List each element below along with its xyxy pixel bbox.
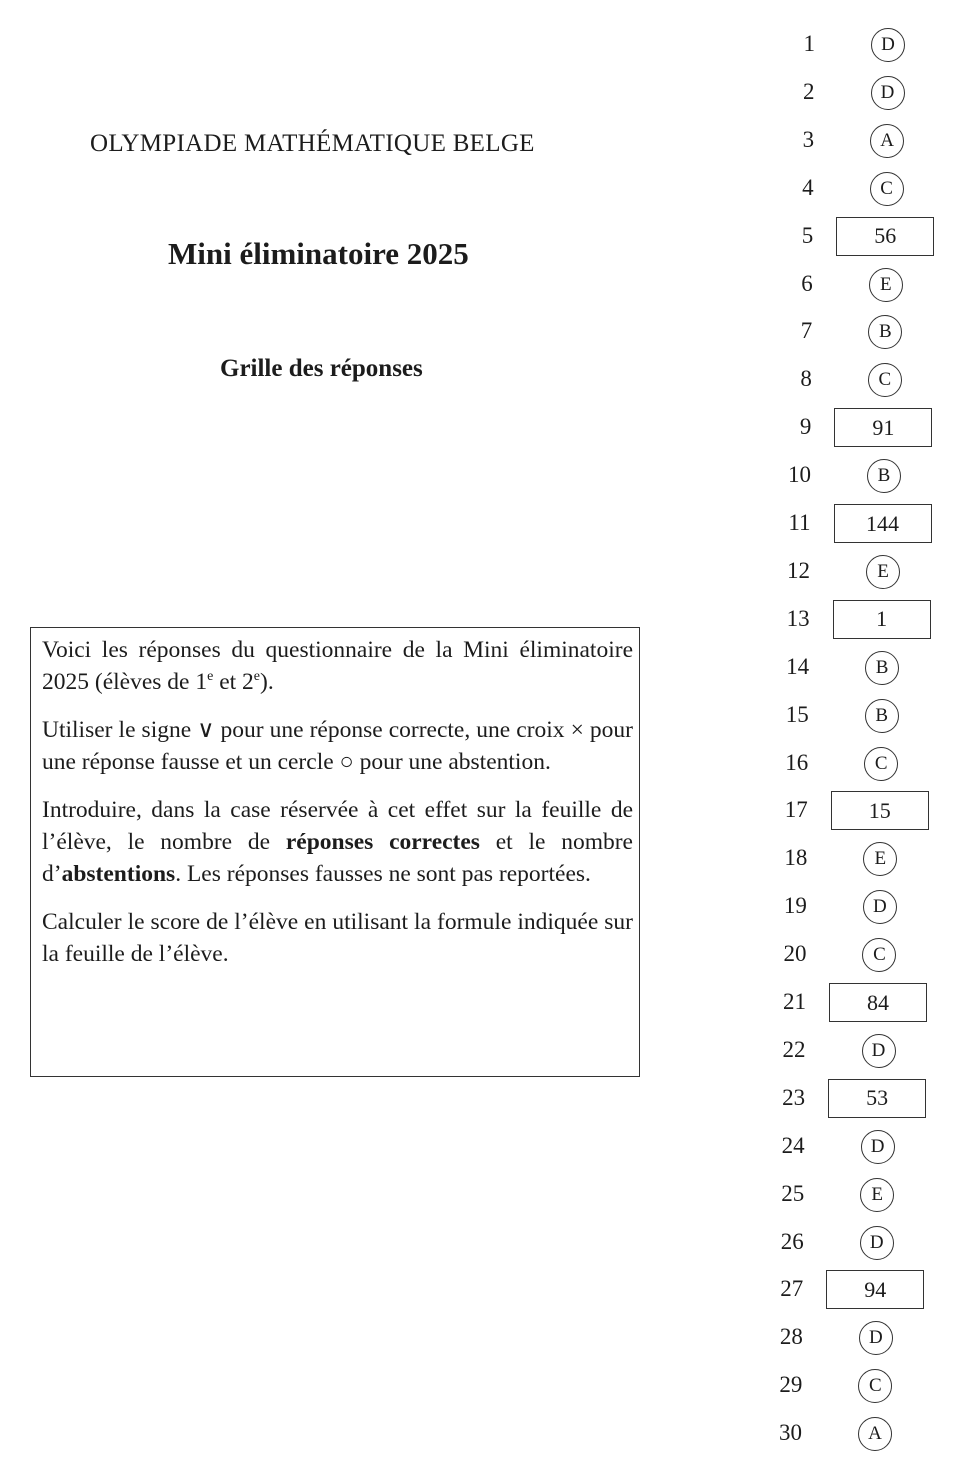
organization-heading: OLYMPIADE MATHÉMATIQUE BELGE (90, 130, 535, 157)
instructions-paragraph-1 (42, 634, 633, 698)
letter-answer-circle: D (861, 1130, 895, 1164)
numeric-answer-box: 1 (833, 600, 931, 639)
letter-answer-circle: C (858, 1369, 892, 1403)
question-number: 5 (801, 222, 814, 248)
question-number: 17 (784, 797, 808, 823)
instructions-text: et 2 (213, 669, 254, 695)
numeric-answer-box: 56 (836, 217, 934, 256)
letter-answer-circle: E (863, 842, 897, 876)
letter-answer-circle: E (869, 268, 903, 302)
question-number: 26 (780, 1228, 804, 1254)
question-number: 2 (803, 78, 815, 104)
question-number: 29 (779, 1372, 803, 1398)
numeric-answer-box: 84 (829, 983, 927, 1022)
question-number: 10 (787, 462, 811, 488)
question-number: 30 (778, 1420, 802, 1446)
question-number: 4 (802, 174, 814, 200)
letter-answer-circle: C (864, 747, 898, 781)
question-number: 9 (799, 414, 812, 440)
instructions-text: Introduire, dans la case réservée à cet effet sur la feuille de l’élève, le nombre de (42, 797, 633, 855)
instructions-paragraph-4: Calculer le score de l’élève en utilisant la formule indiquée sur la feuille de l’élève. (42, 909, 633, 967)
letter-answer-circle: C (870, 172, 904, 206)
superscript: e (207, 669, 214, 684)
page-title: Mini éliminatoire 2025 (168, 236, 469, 271)
question-number: 11 (788, 510, 811, 535)
question-number: 7 (800, 318, 813, 344)
letter-answer-circle: C (862, 938, 896, 972)
question-number: 18 (784, 845, 808, 871)
numeric-answer-box: 94 (826, 1270, 924, 1309)
question-number: 6 (801, 270, 813, 296)
question-number: 25 (781, 1180, 805, 1206)
question-number: 13 (786, 605, 810, 631)
numeric-answer-box: 53 (828, 1079, 926, 1118)
question-number: 12 (787, 557, 811, 583)
question-number: 1 (803, 31, 815, 56)
superscript: e (253, 669, 261, 684)
page-subtitle: Grille des réponses (220, 355, 423, 382)
instructions-paragraph-3 (42, 794, 633, 890)
numeric-answer-box: 91 (834, 408, 932, 447)
question-number: 21 (783, 989, 806, 1014)
letter-answer-circle: B (867, 459, 901, 493)
instructions-text: . Les réponses fausses ne sont pas reportées. (175, 861, 591, 887)
question-number: 27 (780, 1276, 804, 1302)
question-number: 24 (781, 1132, 805, 1158)
letter-answer-circle: E (866, 555, 900, 589)
letter-answer-circle: D (871, 28, 905, 62)
question-number: 23 (782, 1084, 806, 1110)
instructions-text: et le nombre d’ (42, 829, 633, 887)
letter-answer-circle: D (863, 890, 897, 924)
question-number: 16 (785, 749, 809, 775)
instructions-text: Voici les réponses du questionnaire de la Mini éliminatoire 2025 (élèves de 1 (42, 637, 633, 695)
question-number: 19 (783, 893, 807, 919)
question-number: 28 (779, 1324, 803, 1350)
question-number: 20 (783, 941, 807, 967)
numeric-answer-box: 144 (834, 504, 932, 543)
numeric-answer-box: 15 (831, 791, 929, 830)
letter-answer-circle: D (862, 1034, 896, 1068)
letter-answer-circle: A (858, 1417, 892, 1451)
question-number: 15 (785, 701, 809, 727)
instructions-paragraph-2: Utiliser le signe ∨ pour une réponse correcte, une croix × pour une réponse fausse et un cercle ○ pour une abstention. (42, 717, 633, 775)
letter-answer-circle: D (859, 1321, 893, 1355)
letter-answer-circle: E (860, 1178, 894, 1212)
instructions-bold-text: réponses correctes (285, 829, 480, 855)
letter-answer-circle: B (868, 315, 902, 349)
instructions-text: ). (260, 669, 274, 695)
letter-answer-circle: D (871, 76, 905, 110)
letter-answer-circle: B (865, 651, 899, 685)
question-number: 8 (800, 366, 812, 392)
letter-answer-circle: A (870, 124, 904, 158)
letter-answer-circle: B (865, 699, 899, 733)
question-number: 22 (782, 1036, 806, 1062)
letter-answer-circle: C (868, 363, 902, 397)
question-number: 3 (802, 126, 815, 152)
letter-answer-circle: D (860, 1226, 894, 1260)
instructions-box (30, 627, 640, 1077)
instructions-bold-text: abstentions (61, 861, 176, 887)
question-number: 14 (786, 653, 810, 679)
